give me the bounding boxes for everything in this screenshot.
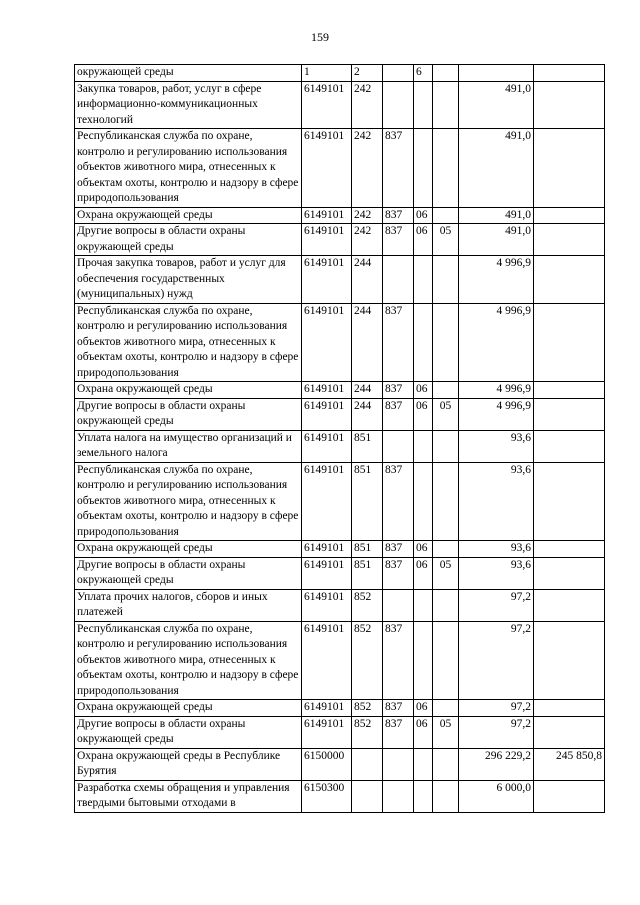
table-row (75, 430, 605, 462)
ministry-code-cell: 837 (383, 462, 414, 541)
section-cell (414, 129, 433, 208)
table-row (75, 256, 605, 304)
row-name-cell: Охрана окружающей среды в Республике Бурятия (75, 748, 302, 780)
ministry-code-cell: 837 (383, 716, 414, 748)
amount-cell: 491,0 (459, 129, 534, 208)
target-article-cell: 6149101 (302, 256, 352, 304)
table-row (75, 541, 605, 558)
ministry-code-cell (383, 748, 414, 780)
page-number: 159 (311, 30, 329, 44)
section-cell (414, 303, 433, 382)
table-row (75, 382, 605, 399)
section-cell (414, 621, 433, 700)
table-row (75, 462, 605, 541)
ministry-code-cell (383, 256, 414, 304)
row-name-cell: Другие вопросы в области охраны окружающей среды (75, 716, 302, 748)
subsection-cell: 05 (433, 398, 459, 430)
expense-type-cell: 244 (352, 382, 383, 399)
section-cell (414, 462, 433, 541)
expense-type-cell: 244 (352, 398, 383, 430)
ministry-code-cell: 837 (383, 207, 414, 224)
amount-extra-cell (534, 398, 605, 430)
amount-extra-cell (534, 589, 605, 621)
ministry-code-cell: 837 (383, 398, 414, 430)
subsection-cell (433, 780, 459, 812)
amount-extra-cell (534, 780, 605, 812)
amount-cell: 4 996,9 (459, 382, 534, 399)
amount-cell: 93,6 (459, 430, 534, 462)
row-name-cell: Другие вопросы в области охраны окружающей среды (75, 398, 302, 430)
table-row (75, 700, 605, 717)
section-cell (414, 780, 433, 812)
section-cell: 06 (414, 224, 433, 256)
subsection-cell (433, 382, 459, 399)
subsection-cell: 05 (433, 557, 459, 589)
amount-extra-cell (534, 224, 605, 256)
row-name-cell: Охрана окружающей среды (75, 541, 302, 558)
row-name-cell: Другие вопросы в области охраны окружающей среды (75, 557, 302, 589)
target-article-cell: 6149101 (302, 716, 352, 748)
amount-cell: 491,0 (459, 81, 534, 129)
table-row (75, 557, 605, 589)
amount-cell: 6 000,0 (459, 780, 534, 812)
amount-extra-cell (534, 430, 605, 462)
expense-type-cell: 242 (352, 129, 383, 208)
expense-type-cell: 852 (352, 621, 383, 700)
section-cell: 06 (414, 716, 433, 748)
target-article-cell: 6149101 (302, 621, 352, 700)
expense-type-cell: 242 (352, 224, 383, 256)
subsection-cell (433, 65, 459, 82)
subsection-cell (433, 748, 459, 780)
target-article-cell: 1 (302, 65, 352, 82)
amount-cell (459, 65, 534, 82)
expense-type-cell: 242 (352, 207, 383, 224)
ministry-code-cell: 837 (383, 224, 414, 256)
row-name-cell: Уплата налога на имущество организаций и земельного налога (75, 430, 302, 462)
target-article-cell: 6149101 (302, 81, 352, 129)
subsection-cell: 05 (433, 224, 459, 256)
section-cell (414, 589, 433, 621)
row-name-cell: Прочая закупка товаров, работ и услуг для обеспечения государственных (муниципальных) нужд (75, 256, 302, 304)
table-row (75, 81, 605, 129)
section-cell (414, 256, 433, 304)
amount-extra-cell (534, 303, 605, 382)
amount-extra-cell (534, 621, 605, 700)
expense-type-cell: 852 (352, 589, 383, 621)
row-name-cell: Закупка товаров, работ, услуг в сфере информационно-коммуникационных технологий (75, 81, 302, 129)
expense-type-cell: 242 (352, 81, 383, 129)
subsection-cell (433, 700, 459, 717)
expense-type-cell: 852 (352, 716, 383, 748)
row-name-cell: Охрана окружающей среды (75, 700, 302, 717)
ministry-code-cell: 837 (383, 700, 414, 717)
row-name-cell: окружающей среды (75, 65, 302, 82)
amount-extra-cell (534, 256, 605, 304)
target-article-cell: 6149101 (302, 430, 352, 462)
row-name-cell: Уплата прочих налогов, сборов и иных платежей (75, 589, 302, 621)
amount-cell: 4 996,9 (459, 398, 534, 430)
ministry-code-cell (383, 589, 414, 621)
table-row (75, 129, 605, 208)
target-article-cell: 6149101 (302, 541, 352, 558)
row-name-cell: Республиканская служба по охране, контролю и регулированию использования объектов животного мира, отнесенных к объектам охоты, контролю и надзору в сфере природопользования (75, 462, 302, 541)
row-name-cell: Республиканская служба по охране, контролю и регулированию использования объектов животного мира, отнесенных к объектам охоты, контролю и надзору в сфере природопользования (75, 129, 302, 208)
ministry-code-cell: 837 (383, 303, 414, 382)
amount-extra-cell: 245 850,8 (534, 748, 605, 780)
amount-extra-cell (534, 129, 605, 208)
amount-cell: 93,6 (459, 541, 534, 558)
row-name-cell: Другие вопросы в области охраны окружающей среды (75, 224, 302, 256)
table-row (75, 716, 605, 748)
subsection-cell (433, 303, 459, 382)
target-article-cell: 6149101 (302, 589, 352, 621)
amount-cell: 97,2 (459, 700, 534, 717)
ministry-code-cell: 837 (383, 621, 414, 700)
row-name-cell: Республиканская служба по охране, контролю и регулированию использования объектов животного мира, отнесенных к объектам охоты, контролю и надзору в сфере природопользования (75, 621, 302, 700)
subsection-cell (433, 589, 459, 621)
expense-type-cell: 244 (352, 256, 383, 304)
target-article-cell: 6149101 (302, 129, 352, 208)
ministry-code-cell: 837 (383, 129, 414, 208)
amount-cell: 93,6 (459, 462, 534, 541)
budget-table-body (75, 65, 605, 813)
target-article-cell: 6149101 (302, 303, 352, 382)
section-cell: 06 (414, 700, 433, 717)
amount-extra-cell (534, 382, 605, 399)
row-name-cell: Охрана окружающей среды (75, 382, 302, 399)
amount-cell: 97,2 (459, 621, 534, 700)
target-article-cell: 6149101 (302, 462, 352, 541)
subsection-cell (433, 207, 459, 224)
expense-type-cell: 2 (352, 65, 383, 82)
section-cell: 06 (414, 382, 433, 399)
table-row (75, 303, 605, 382)
subsection-cell (433, 541, 459, 558)
subsection-cell (433, 256, 459, 304)
expense-type-cell (352, 780, 383, 812)
target-article-cell: 6149101 (302, 224, 352, 256)
amount-extra-cell (534, 462, 605, 541)
target-article-cell: 6149101 (302, 398, 352, 430)
table-row (75, 748, 605, 780)
target-article-cell: 6150300 (302, 780, 352, 812)
table-row (75, 398, 605, 430)
table-row (75, 780, 605, 812)
ministry-code-cell: 837 (383, 557, 414, 589)
subsection-cell (433, 462, 459, 541)
target-article-cell: 6149101 (302, 207, 352, 224)
expense-type-cell: 244 (352, 303, 383, 382)
amount-extra-cell (534, 716, 605, 748)
table-row (75, 589, 605, 621)
table-row (75, 224, 605, 256)
expense-type-cell (352, 748, 383, 780)
ministry-code-cell: 837 (383, 382, 414, 399)
budget-table (74, 64, 605, 813)
amount-extra-cell (534, 65, 605, 82)
subsection-cell: 05 (433, 716, 459, 748)
amount-extra-cell (534, 81, 605, 129)
row-name-cell: Республиканская служба по охране, контролю и регулированию использования объектов животного мира, отнесенных к объектам охоты, контролю и надзору в сфере природопользования (75, 303, 302, 382)
subsection-cell (433, 430, 459, 462)
amount-cell: 4 996,9 (459, 256, 534, 304)
amount-cell: 4 996,9 (459, 303, 534, 382)
expense-type-cell: 851 (352, 557, 383, 589)
row-name-cell: Охрана окружающей среды (75, 207, 302, 224)
target-article-cell: 6150000 (302, 748, 352, 780)
target-article-cell: 6149101 (302, 557, 352, 589)
ministry-code-cell (383, 780, 414, 812)
subsection-cell (433, 81, 459, 129)
amount-extra-cell (534, 557, 605, 589)
amount-cell: 491,0 (459, 207, 534, 224)
section-cell: 06 (414, 398, 433, 430)
expense-type-cell: 852 (352, 700, 383, 717)
table-row (75, 207, 605, 224)
row-name-cell: Разработка схемы обращения и управления твердыми бытовыми отходами в (75, 780, 302, 812)
expense-type-cell: 851 (352, 462, 383, 541)
table-row (75, 65, 605, 82)
section-cell: 06 (414, 541, 433, 558)
table-row (75, 621, 605, 700)
amount-cell: 97,2 (459, 589, 534, 621)
expense-type-cell: 851 (352, 541, 383, 558)
section-cell: 6 (414, 65, 433, 82)
ministry-code-cell (383, 81, 414, 129)
ministry-code-cell: 837 (383, 541, 414, 558)
amount-extra-cell (534, 207, 605, 224)
amount-extra-cell (534, 700, 605, 717)
section-cell (414, 430, 433, 462)
section-cell: 06 (414, 557, 433, 589)
amount-cell: 296 229,2 (459, 748, 534, 780)
subsection-cell (433, 129, 459, 208)
expense-type-cell: 851 (352, 430, 383, 462)
subsection-cell (433, 621, 459, 700)
target-article-cell: 6149101 (302, 382, 352, 399)
amount-cell: 93,6 (459, 557, 534, 589)
section-cell (414, 81, 433, 129)
target-article-cell: 6149101 (302, 700, 352, 717)
ministry-code-cell (383, 65, 414, 82)
section-cell (414, 748, 433, 780)
section-cell: 06 (414, 207, 433, 224)
ministry-code-cell (383, 430, 414, 462)
amount-cell: 491,0 (459, 224, 534, 256)
amount-cell: 97,2 (459, 716, 534, 748)
amount-extra-cell (534, 541, 605, 558)
